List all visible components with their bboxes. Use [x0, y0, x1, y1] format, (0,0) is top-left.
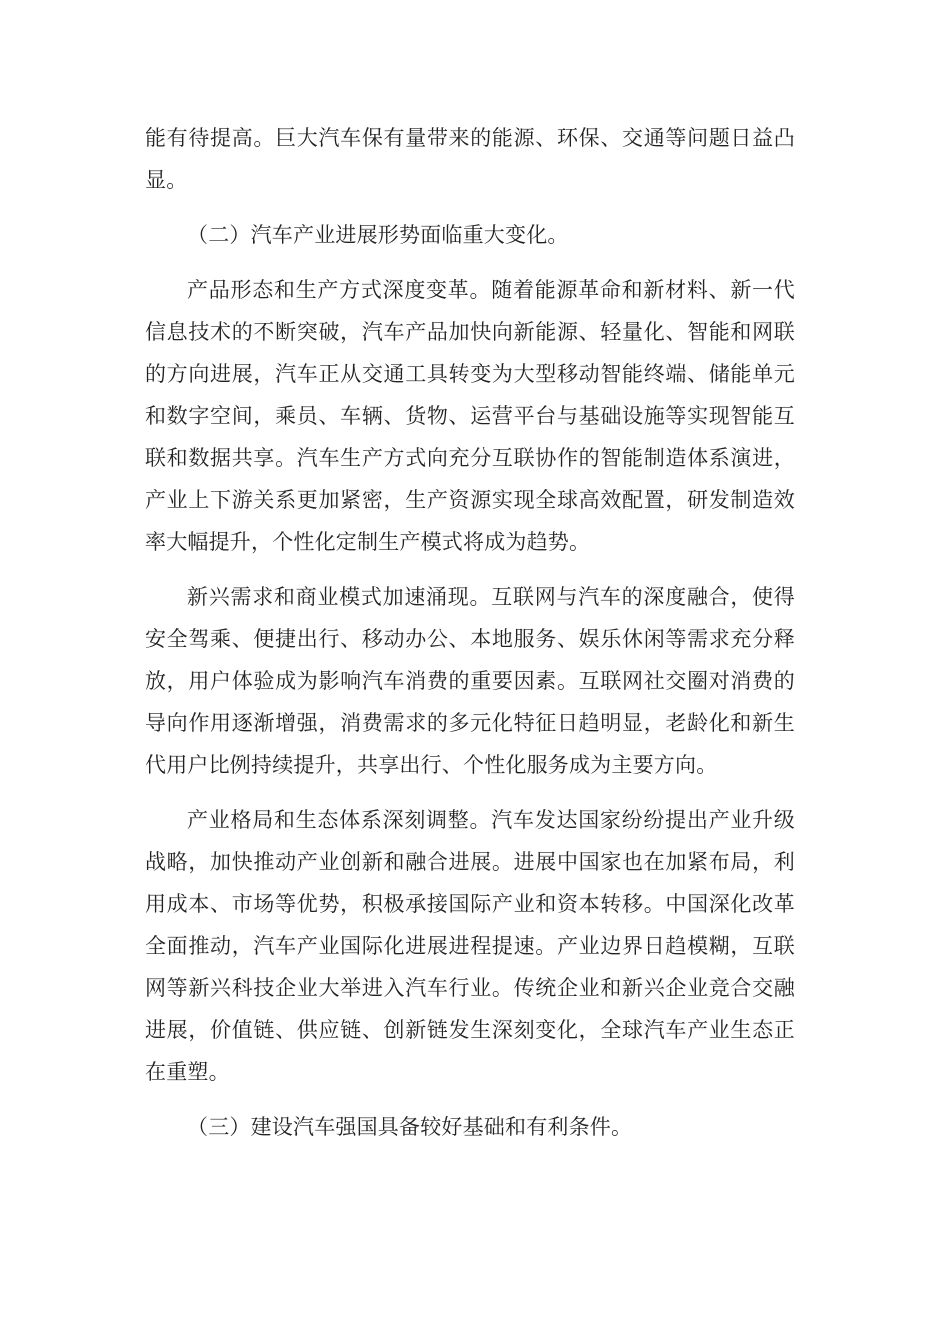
section-heading-2: （二）汽车产业进展形势面临重大变化。	[187, 223, 569, 247]
section-heading-3: （三）建设汽车强国具备较好基础和有利条件。	[187, 1115, 633, 1139]
paragraph-continuation: 能有待提高。巨大汽车保有量带来的能源、环保、交通等问题日益凸显。	[145, 126, 795, 192]
paragraph-product-form: 产品形态和生产方式深度变革。随着能源革命和新材料、新一代信息技术的不断突破，汽车产品加快向新能源、轻量化、智能和网联的方向进展，汽车正从交通工具转变为大型移动智能终端、储能单元和数字空间，乘员、车辆、货物、运营平台与基础设施等实现智能互联和数据共享。汽车生产方式向充分互联协作的智能制造体系演进，产业上下游关系更加紧密，生产资源实现全球高效配置，研发制造效率大幅提升，个性化定制生产模式将成为趋势。	[145, 278, 795, 554]
paragraph-industry-pattern: 产业格局和生态体系深刻调整。汽车发达国家纷纷提出产业升级战略，加快推动产业创新和融合进展。进展中国家也在加紧布局，利用成本、市场等优势，积极承接国际产业和资本转移。中国深化改革全面推动，汽车产业国际化进展进程提速。产业边界日趋模糊，互联网等新兴科技企业大举进入汽车行业。传统企业和新兴企业竞合交融进展，价值链、供应链、创新链发生深刻变化，全球汽车产业生态正在重塑。	[145, 808, 795, 1084]
paragraph-new-demand: 新兴需求和商业模式加速涌现。互联网与汽车的深度融合，使得安全驾乘、便捷出行、移动办公、本地服务、娱乐休闲等需求充分释放，用户体验成为影响汽车消费的重要因素。互联网社交圈对消费的导向作用逐渐增强，消费需求的多元化特征日趋明显，老龄化和新生代用户比例持续提升，共享出行、个性化服务成为主要方向。	[145, 585, 795, 777]
document-page	[145, 117, 795, 1161]
